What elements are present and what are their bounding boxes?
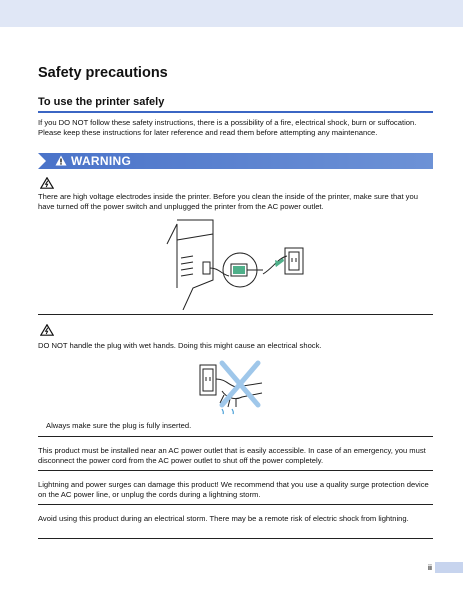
- heading-rule: [38, 111, 433, 113]
- divider: [38, 504, 433, 505]
- paragraph-electrical-storm: Avoid using this product during an electrical storm. There may be a remote risk of electric shock from lightning.: [38, 514, 409, 523]
- divider: [38, 436, 433, 437]
- electrical-hazard-icon: [40, 177, 54, 189]
- section-heading: To use the printer safely: [38, 96, 165, 108]
- page-tab: [435, 562, 463, 573]
- warning-text-voltage: There are high voltage electrodes inside the printer. Before you clean the inside of the printer, make sure that you have turned off the power switch and unplugged the printer from the AC power outlet.: [38, 192, 418, 211]
- paragraph-lightning-surge: Lightning and power surges can damage this product! We recommend that you use a quality surge protection device on the AC power line, or unplug the cords during a lightning storm.: [38, 480, 429, 499]
- divider: [38, 538, 433, 539]
- divider: [38, 470, 433, 471]
- intro-paragraph: If you DO NOT follow these safety instructions, there is a possibility of a fire, electrical shock, burn or suffocation. Please keep these instructions for later reference and read them before attempting any maintenance.: [38, 118, 417, 137]
- page-number: ii: [428, 565, 432, 572]
- printer-unplug-illustration: [163, 218, 313, 310]
- header-band: [0, 0, 463, 27]
- page-title: Safety precautions: [38, 65, 168, 81]
- divider: [38, 314, 433, 315]
- warning-text-wet-hands: DO NOT handle the plug with wet hands. Doing this might cause an electrical shock.: [38, 341, 322, 350]
- electrical-hazard-icon: [40, 324, 54, 336]
- warning-banner-notch: [38, 153, 46, 169]
- warning-triangle-icon: [55, 155, 67, 166]
- warning-label: WARNING: [71, 154, 132, 168]
- wet-hands-plug-illustration: [196, 357, 268, 417]
- paragraph-outlet: This product must be installed near an AC power outlet that is easily accessible. In case of an emergency, you must disconnect the power cord from the AC power outlet to shut off the power completely.: [38, 446, 426, 465]
- plug-caption: Always make sure the plug is fully inserted.: [46, 421, 192, 430]
